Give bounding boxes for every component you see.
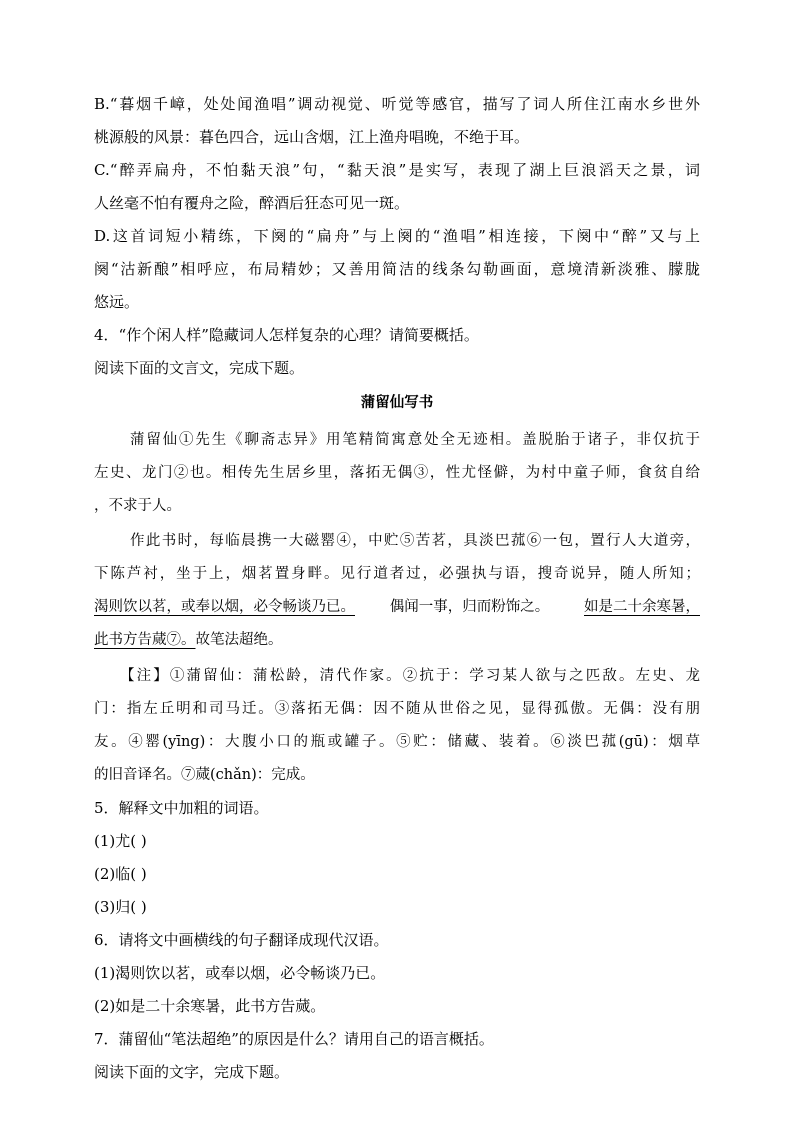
notes-line-1: 【注】①蒲留仙：蒲松龄，清代作家。②抗于：学习某人欲与之匹敌。左史、龙 (120, 668, 700, 684)
question-6-item-1: (1)渴则饮以茗，或奉以烟，必令畅谈乃已。 (94, 964, 386, 982)
reading-intro-classical: 阅读下面的文言文，完成下题。 (94, 359, 305, 377)
option-b-line-1: B.“暮烟千嶂，处处闻渔唱”调动视觉、听觉等感官，描写了词人所住江南水乡世外 (94, 95, 700, 113)
passage-p2-line-1: 作此书时，每临晨携一大磁罂④，中贮⑤苦茗，具淡巴菰⑥一包，置行人大道旁， (130, 533, 700, 549)
option-b-line-2: 桃源般的风景：暮色四合，远山含烟，江上渔舟唱晚，不绝于耳。 (94, 128, 530, 146)
question-5-item-2: (2)临( ) (94, 865, 147, 883)
question-6-item-2: (2)如是二十余寒暑，此书方告蒇。 (94, 997, 326, 1015)
question-5-item-3: (3)归( ) (94, 898, 147, 916)
passage-closing-sentence: 故笔法超绝。 (195, 632, 283, 648)
reading-intro-next: 阅读下面的文字，完成下题。 (94, 1063, 290, 1081)
passage-p1-line-3: ，不求于人。 (94, 498, 181, 514)
option-d-line-2: 阕“沽新酿”相呼应，布局精妙；又善用简洁的线条勾勒画面，意境清新淡雅、朦胧 (94, 260, 700, 278)
option-d-line-3: 悠远。 (94, 293, 140, 311)
passage-p2-line-4 (94, 630, 283, 650)
notes-line-2: 门：指左丘明和司马迁。③落拓无偶：因不随从世俗之见，显得孤傲。无偶：没有朋 (94, 701, 700, 717)
passage-p1-line-2: 左史、龙门②也。相传先生居乡里，落拓无偶③，性尤怪僻，为村中童子师，食贫自给 (94, 465, 700, 481)
option-c-line-2: 人丝毫不怕有覆舟之险，醉酒后狂态可见一斑。 (94, 194, 410, 212)
underlined-sentence-2-part-1: 如是二十余寒暑， (584, 599, 700, 615)
passage-p2-line-3 (94, 597, 700, 617)
passage-p2-line-2: 下陈芦衬，坐于上，烟茗置身畔。见行道者过，必强执与语，搜奇说异，随人所知； (94, 566, 700, 582)
question-4: 4．“作个闲人样”隐藏词人怎样复杂的心理？请简要概括。 (94, 326, 479, 344)
underlined-sentence-2-part-2: 此书方告蒇⑦。 (94, 632, 196, 648)
plain-sentence: 偶闻一事，归而粉饰之。 (389, 599, 550, 615)
notes-line-3: 友。④罂(yīng)：大腹小口的瓶或罐子。⑤贮：储藏、装着。⑥淡巴菰(gū)：烟草 (94, 734, 700, 750)
question-5-item-1: (1)尤( ) (94, 832, 147, 850)
notes-line-4: 的旧音译名。⑦蒇(chǎn)：完成。 (94, 767, 315, 783)
underlined-sentence-1: 渴则饮以茗，或奉以烟，必令畅谈乃已。 (94, 599, 355, 615)
question-6-stem: 6．请将文中画横线的句子翻译成现代汉语。 (94, 931, 389, 949)
question-5-stem: 5．解释文中加粗的词语。 (94, 799, 269, 817)
option-c-line-1: C.“醉弄扁舟，不怕黏天浪”句，“黏天浪”是实写，表现了湖上巨浪滔天之景，词 (94, 161, 700, 179)
question-7: 7．蒲留仙“笔法超绝”的原因是什么？请用自己的语言概括。 (94, 1030, 494, 1048)
passage-title: 蒲留仙写书 (360, 394, 434, 411)
option-d-line-1: D.这首词短小精练，下阕的“扁舟”与上阕的“渔唱”相连接，下阕中“醉”又与上 (94, 227, 700, 245)
passage-p1-line-1: 蒲留仙①先生《聊斋志异》用笔精简寓意处全无迹相。盖脱胎于诸子，非仅抗于 (130, 432, 700, 448)
